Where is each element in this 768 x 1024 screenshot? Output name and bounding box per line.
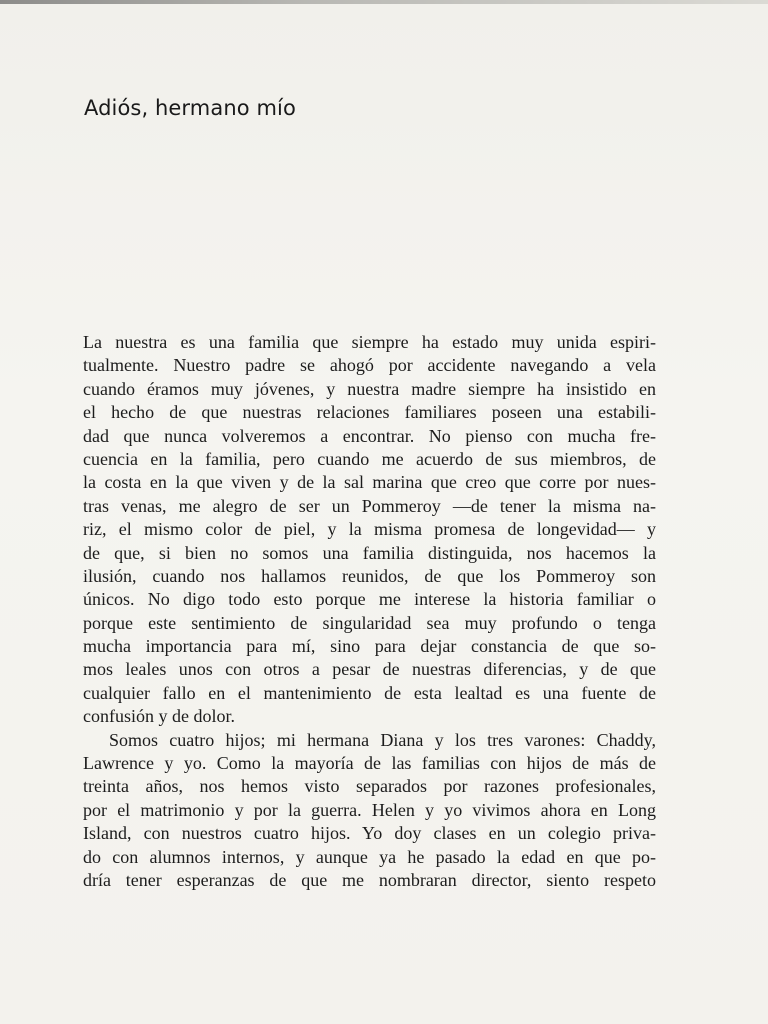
paragraph-2-line: Island, con nuestros cuatro hijos. Yo doy clases en un colegio priva-: [83, 823, 656, 844]
paragraph-1-line: tras venas, me alegro de ser un Pommeroy —de tener la misma na-: [83, 495, 656, 516]
chapter-title: Adiós, hermano mío: [84, 96, 296, 120]
paragraph-2-line: do con alumnos internos, y aunque ya he pasado la edad en que po-: [83, 846, 656, 867]
paragraph-1-line: mos leales unos con otros a pesar de nuestras diferencias, y de que: [83, 659, 656, 680]
page-top-edge: [0, 0, 768, 4]
paragraph-1-line: únicos. No digo todo esto porque me interese la historia familiar o: [83, 589, 656, 610]
paragraph-1-line: de que, si bien no somos una familia distinguida, nos hacemos la: [83, 542, 656, 563]
paragraph-1-line: cuencia en la familia, pero cuando me acuerdo de sus miembros, de: [83, 448, 656, 469]
paragraph-2-line: dría tener esperanzas de que me nombraran director, siento respeto: [83, 869, 656, 890]
paragraph-2-line: treinta años, nos hemos visto separados por razones profesionales,: [83, 776, 656, 797]
paragraph-2-line: Somos cuatro hijos; mi hermana Diana y los tres varones: Chaddy,: [109, 729, 656, 750]
paragraph-1-line: riz, el mismo color de piel, y la misma promesa de longevidad— y: [83, 519, 656, 540]
paragraph-1-line: confusión y de dolor.: [83, 706, 235, 727]
paragraph-1-line: La nuestra es una familia que siempre ha estado muy unida espiri-: [83, 332, 656, 352]
paragraph-2-line: Lawrence y yo. Como la mayoría de las familias con hijos de más de: [83, 753, 656, 774]
paragraph-1-line: la costa en la que viven y de la sal marina que creo que corre por nues-: [83, 472, 656, 493]
paragraph-1-line: tualmente. Nuestro padre se ahogó por accidente navegando a vela: [83, 355, 656, 376]
paragraph-1-line: cualquier fallo en el mantenimiento de esta lealtad es una fuente de: [83, 682, 656, 703]
paragraph-1-line: dad que nunca volveremos a encontrar. No pienso con mucha fre-: [83, 425, 656, 446]
paragraph-1-line: el hecho de que nuestras relaciones familiares poseen una estabili-: [83, 402, 656, 423]
paragraph-1-line: porque este sentimiento de singularidad sea muy profundo o tenga: [83, 612, 656, 633]
paragraph-1-line: ilusión, cuando nos hallamos reunidos, de que los Pommeroy son: [83, 565, 656, 586]
paragraph-2-line: por el matrimonio y por la guerra. Helen y yo vivimos ahora en Long: [83, 799, 656, 820]
body-text: [83, 331, 656, 892]
paragraph-1-line: cuando éramos muy jóvenes, y nuestra madre siempre ha insistido en: [83, 378, 656, 399]
paragraph-1-line: mucha importancia para mí, sino para dejar constancia de que so-: [83, 636, 656, 657]
